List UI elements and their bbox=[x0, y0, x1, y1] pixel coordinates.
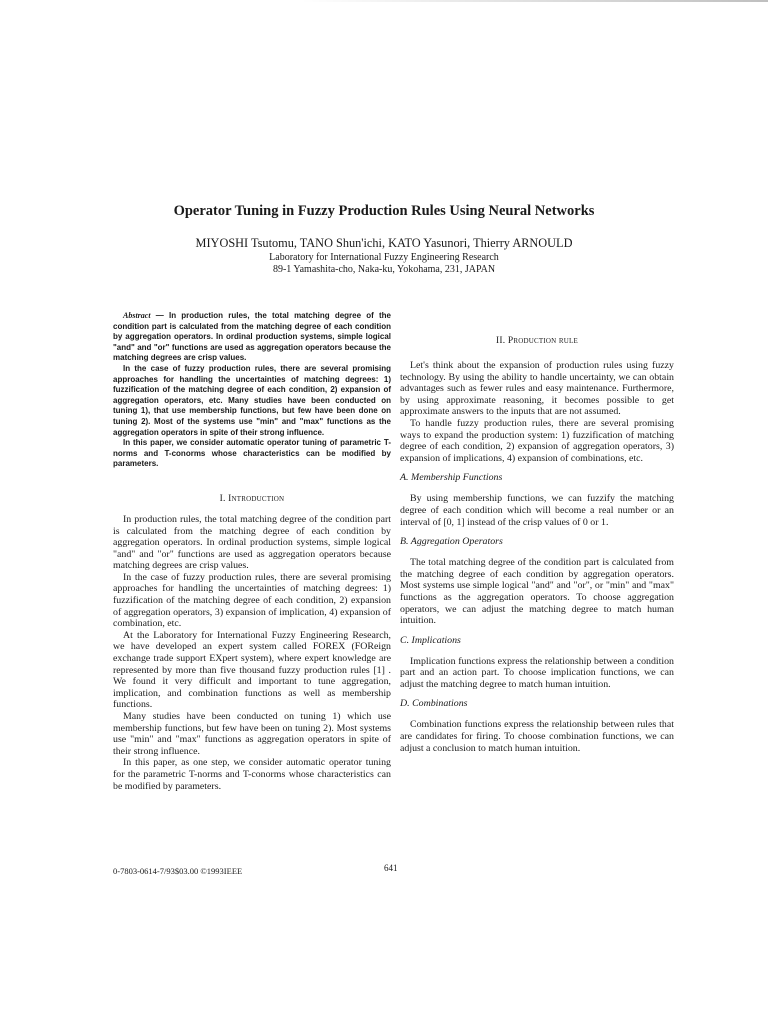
affiliation-lab: Laboratory for International Fuzzy Engineering Research bbox=[269, 252, 499, 263]
right-column bbox=[400, 336, 674, 754]
abstract-label: Abstract bbox=[123, 311, 151, 320]
section-heading-production-rule: II. Production rule bbox=[495, 336, 579, 346]
intro-paragraph-3: At the Laboratory for International Fuzzy Engineering Research, we have developed an expert system called FOREX (FOReign exchange trade support EXpert system), where expert knowledge are represented by more than five thousand fuzzy production rules [1] . We found it very difficult and important to tune aggregation, implication, and combination functions as well as membership functions. bbox=[113, 629, 391, 711]
subsection-heading-implications: C. Implications bbox=[400, 634, 461, 646]
left-column bbox=[113, 311, 391, 792]
intro-paragraph-4: Many studies have been conducted on tuning 1) which use membership functions, but few have been on tuning 2). Most systems use "min" and "max" functions as aggregation operators in spite of their strong influence. bbox=[113, 711, 391, 757]
footer-copyright-code: 0-7803-0614-7/93$03.00 ©1993IEEE bbox=[113, 866, 243, 876]
aggregation-paragraph: The total matching degree of the condition part is calculated from the matching degree of each condition by aggregation operators. Most systems use simple logical "and" and "or", or "min" and "max" functions as the aggregation operators. To choose aggregation operators, we can adjust the matching degree to match human intuition. bbox=[400, 557, 674, 627]
abstract-text-1: In production rules, the total matching degree of the condition part is calculated from the matching degree of each condition by aggregation operators. In ordinal production systems, simple logical "and" and "or" functions are used as aggregation operators because the matching degrees are crisp values. bbox=[113, 311, 392, 363]
intro-paragraph-1: In production rules, the total matching degree of the condition part is calculated from the matching degree of each condition by aggregation operators. In ordinal production systems, simple logical "and" and "or" functions are used as aggregation operators because matching degrees are crisp values. bbox=[113, 513, 391, 572]
abstract bbox=[113, 311, 391, 470]
intro-paragraph-2: In the case of fuzzy production rules, there are several promising approaches for handling the uncertainties of matching degrees: 1) fuzzification of the matching degree of each condition, 2) expansion of aggregation operators, 3) expansion of implication, 4) expansion of combination, etc. bbox=[113, 571, 391, 630]
implications-paragraph: Implication functions express the relationship between a condition part and an action part. To choose implication functions, we can adjust the matching degree to match human intuition. bbox=[400, 655, 674, 690]
production-paragraph-2: To handle fuzzy production rules, there are several promising ways to expand the production system: 1) fuzzification of matching degree of each condition, 2) expansion of aggregation operators, 3) expansion of implications, 4) expansion of combinations, etc. bbox=[400, 417, 674, 464]
scan-edge-shadow bbox=[300, 0, 768, 2]
affiliation-address: 89-1 Yamashita-cho, Naka-ku, Yokohama, 231, JAPAN bbox=[272, 264, 496, 275]
intro-paragraph-5: In this paper, as one step, we consider automatic operator tuning for the parametric T-norms and T-conorms whose characteristics can be modified by parameters. bbox=[113, 757, 391, 792]
abstract-paragraph-2: In the case of fuzzy production rules, there are several promising approaches for handling the uncertainties of matching degrees: 1) fuzzification of the matching degree of each condition, 2) expansion of aggregation operators, etc. Many studies have been conducted on tuning 1), that use membership functions, but few have been done on tuning 2). Most of the systems use "min" and "max" functions as the aggregation operators in spite of their strong influence. bbox=[113, 363, 391, 437]
section-heading-introduction: I. Introduction bbox=[219, 493, 285, 504]
abstract-paragraph-3: In this paper, we consider automatic operator tuning of parametric T-norms and T-conorms whose characteristics can be modified by parameters. bbox=[113, 438, 391, 469]
subsection-heading-combinations: D. Combinations bbox=[400, 698, 468, 710]
page-number: 641 bbox=[384, 863, 398, 873]
subsection-heading-membership: A. Membership Functions bbox=[400, 472, 503, 484]
affiliation bbox=[100, 252, 668, 276]
subsection-heading-aggregation: B. Aggregation Operators bbox=[400, 536, 503, 548]
production-paragraph-1: Let's think about the expansion of production rules using fuzzy technology. By using the ability to handle uncertainty, we can obtain advantages such as fewer rules and easy maintenance. Furthermore, by using approximate reasoning, it becomes possible to get approximate answers to the inputs that are not assumed. bbox=[400, 360, 674, 418]
membership-paragraph: By using membership functions, we can fuzzify the matching degree of each condition which will become a real number or an interval of [0, 1] instead of the crisp values of 0 or 1. bbox=[400, 493, 674, 528]
author-list: MIYOSHI Tsutomu, TANO Shun'ichi, KATO Yasunori, Thierry ARNOULD bbox=[195, 236, 573, 250]
paper-title: Operator Tuning in Fuzzy Production Rules Using Neural Networks bbox=[173, 203, 595, 219]
abstract-dash: — bbox=[150, 311, 169, 320]
abstract-paragraph-1 bbox=[113, 311, 391, 364]
combinations-paragraph: Combination functions express the relationship between rules that are candidates for firing. To choose combination functions, we can adjust a conclusion to match human intuition. bbox=[400, 719, 674, 754]
